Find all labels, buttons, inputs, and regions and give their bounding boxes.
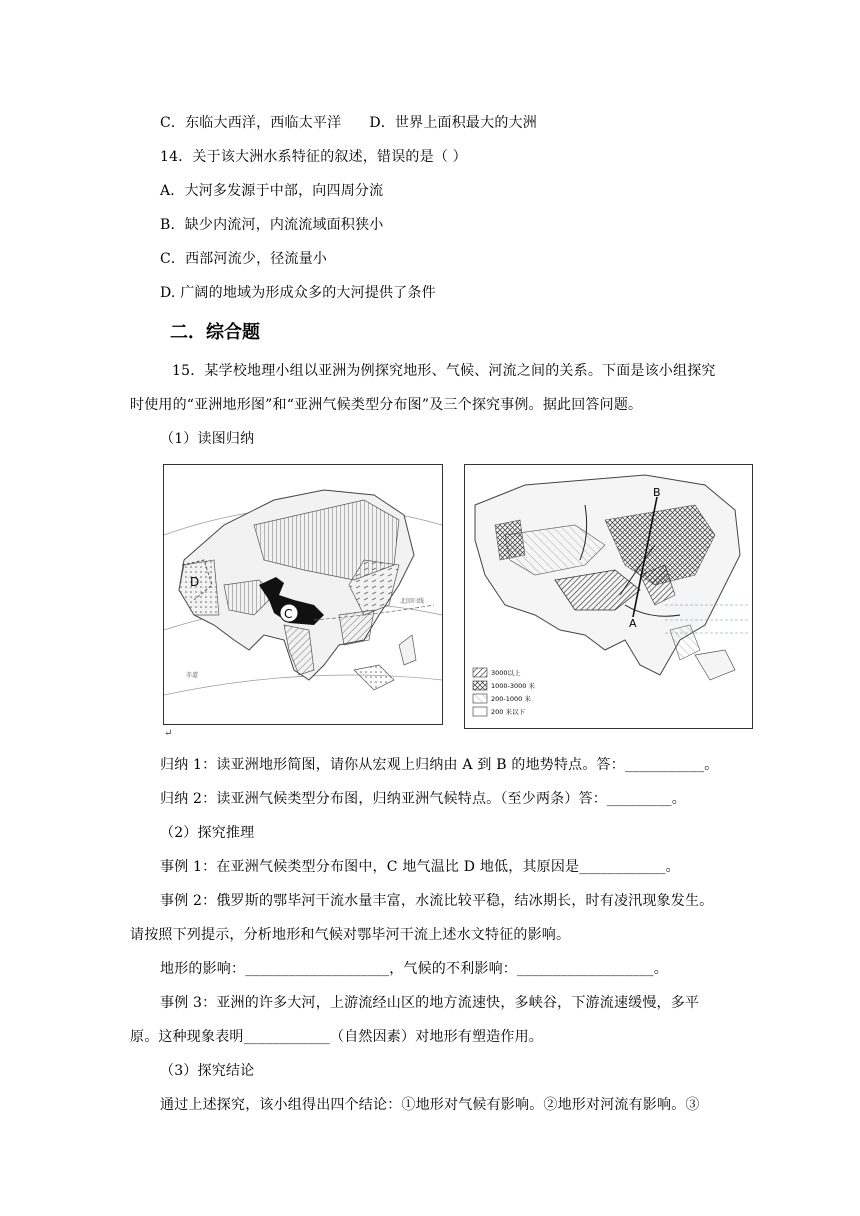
q13-options-row	[160, 112, 537, 132]
case-2-line3: 地形的影响：____________________，气候的不利影响：___________________。	[160, 961, 668, 977]
case-2-line1: 事例 2：俄罗斯的鄂毕河干流水量丰富，水流比较平稳，结冰期长，时有凌汛现象发生。	[160, 893, 714, 909]
q13-option-d: D．世界上面积最大的大洲	[369, 115, 537, 131]
legend-item-4: 200 米以下	[491, 708, 525, 716]
asia-topography-map-drawing	[465, 465, 752, 728]
case-3-line2: 原。这种现象表明____________（自然因素）对地形有塑造作用。	[130, 1029, 543, 1045]
q14-stem: 14．关于该大洲水系特征的叙述，错误的是（ ）	[160, 149, 467, 165]
induction-2: 归纳 2：读亚洲气候类型分布图，归纳亚洲气候特点。（至少两条）答：_________。	[160, 791, 686, 807]
q14-option-b: B．缺少内流河，内流流域面积狭小	[160, 217, 384, 233]
part3-title: （3）探究结论	[160, 1063, 255, 1079]
case-3-line1: 事例 3：亚洲的许多大河，上游流经山区的地方流速快，多峡谷，下游流速缓慢，多平	[160, 995, 700, 1011]
conclusion-line: 通过上述探究，该小组得出四个结论：①地形对气候有影响。②地形对河流有影响。③	[160, 1097, 700, 1113]
legend-item-2: 1000-3000 米	[491, 682, 535, 690]
label-c: C	[284, 607, 293, 621]
asia-climate-map	[163, 464, 443, 725]
legend-item-3: 200-1000 米	[491, 695, 531, 703]
case-2-line2: 请按照下列提示，分析地形和气候对鄂毕河干流上述水文特征的影响。	[130, 927, 571, 943]
label-a: A	[629, 617, 637, 630]
part1-title: （1）读图归纳	[160, 431, 255, 447]
part2-title: （2）探究推理	[160, 825, 255, 841]
q14-option-a: A．大河多发源于中部，向四周分流	[160, 183, 384, 199]
q14-option-d: D. 广阔的地域为形成众多的大河提供了条件	[160, 285, 436, 301]
label-b: B	[653, 486, 661, 499]
equator-label: 赤道	[186, 672, 199, 679]
elevation-legend	[473, 668, 535, 716]
section-heading: 二．综合题	[170, 322, 260, 343]
q13-option-c: C．东临大西洋，西临太平洋	[160, 115, 342, 131]
tropic-label: 北回归线	[400, 598, 425, 605]
asia-topography-map	[464, 464, 753, 729]
asia-climate-map-drawing	[164, 465, 442, 724]
paragraph-mark: ↵	[164, 728, 173, 739]
label-d: D	[190, 575, 200, 589]
q15-stem-line2: 时使用的“亚洲地形图”和“亚洲气候类型分布图”及三个探究事例。据此回答问题。	[130, 397, 643, 413]
induction-1: 归纳 1：读亚洲地形简图，请你从宏观上归纳由 A 到 B 的地势特点。答：___________。	[160, 757, 719, 773]
q15-stem-line1: 15．某学校地理小组以亚洲为例探究地形、气候、河流之间的关系。下面是该小组探究	[172, 363, 716, 379]
case-1: 事例 1：在亚洲气候类型分布图中，C 地气温比 D 地低，其原因是____________。	[160, 859, 680, 875]
legend-item-1: 3000以上	[491, 669, 521, 677]
q14-option-c: C．西部河流少，径流量小	[160, 251, 328, 267]
